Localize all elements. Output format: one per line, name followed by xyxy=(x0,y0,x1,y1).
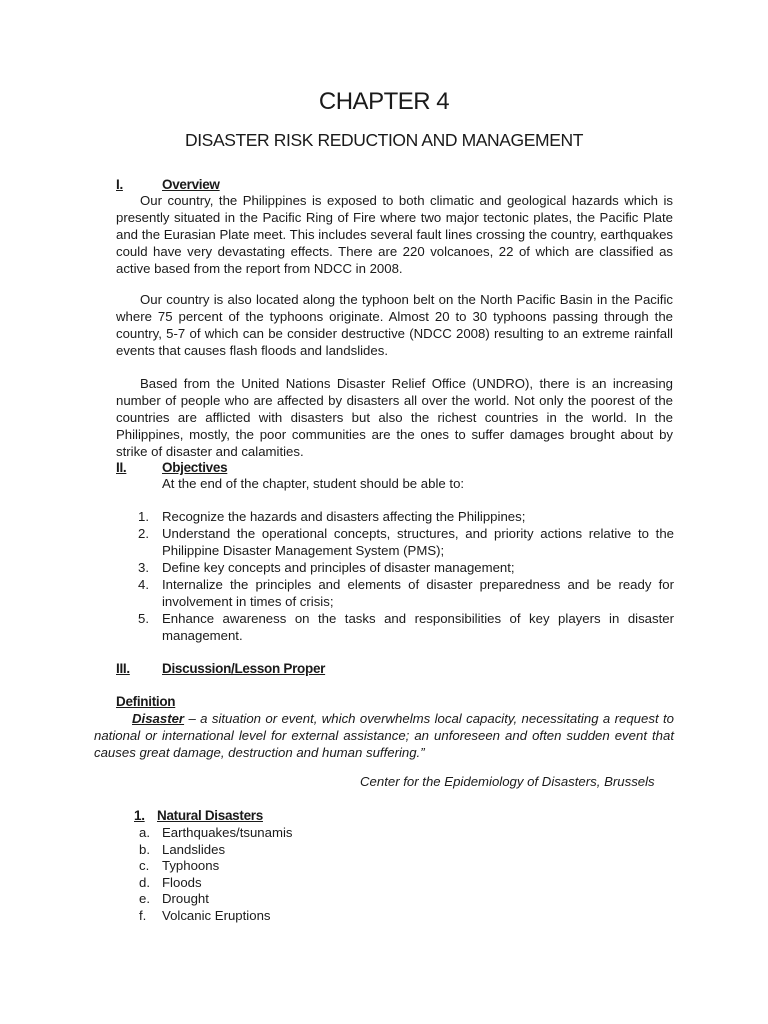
section-2-number: II. xyxy=(116,460,127,475)
definition-text: – a situation or event, which overwhelms local capacity, necessitating a request to national or international level for external assistance; an unforeseen and often sudden event that causes great damage, destruction and human suffering.” xyxy=(94,711,674,760)
list-item xyxy=(138,610,674,644)
objectives-intro: At the end of the chapter, student should be able to: xyxy=(162,476,465,491)
list-number: 3. xyxy=(138,560,149,575)
list-item xyxy=(138,508,674,525)
list-letter: c. xyxy=(139,858,150,873)
list-text: Understand the operational concepts, structures, and priority actions relative to the Philippine Disaster Management System (PMS); xyxy=(162,526,674,558)
section-3-number: III. xyxy=(116,661,130,676)
definition-heading: Definition xyxy=(116,694,176,709)
list-text: Recognize the hazards and disasters affecting the Philippines; xyxy=(162,509,526,524)
natural-disaster-item: Earthquakes/tsunamis xyxy=(162,825,293,840)
section-3-heading: Discussion/Lesson Proper xyxy=(162,661,326,676)
list-letter: b. xyxy=(139,842,150,857)
chapter-title: DISASTER RISK REDUCTION AND MANAGEMENT xyxy=(184,130,584,150)
natural-disaster-item: Drought xyxy=(162,891,209,906)
natural-disaster-item: Typhoons xyxy=(162,858,220,873)
list-item xyxy=(138,576,674,610)
section-1-number: I. xyxy=(116,177,123,192)
list-letter: f. xyxy=(139,908,147,923)
section-2-heading: Objectives xyxy=(162,460,228,475)
list-number: 5. xyxy=(138,611,149,626)
list-number: 2. xyxy=(138,526,149,541)
definition-term: Disaster xyxy=(132,711,185,726)
natural-disaster-item: Floods xyxy=(162,875,202,890)
list-letter: d. xyxy=(139,875,150,890)
list-letter: a. xyxy=(139,825,150,840)
natural-disasters-number: 1. xyxy=(134,808,145,823)
list-item xyxy=(138,525,674,559)
chapter-heading: CHAPTER 4 xyxy=(318,88,450,115)
list-text: Enhance awareness on the tasks and responsibilities of key players in disaster management. xyxy=(162,611,674,643)
overview-paragraph-2: Our country is also located along the typhoon belt on the North Pacific Basin in the Pacific where 75 percent of the typhoons originate. Almost 20 to 30 typhoons passing through the country, 5-7 of which can be consider destructive (NDCC 2008) resulting to an extreme rainfall events that causes flash floods and landslides. xyxy=(116,292,673,358)
overview-paragraph-1: Our country, the Philippines is exposed to both climatic and geological hazards which is presently situated in the Pacific Ring of Fire where two major tectonic plates, the Pacific Plate and the Eurasian Plate meet. This includes several fault lines crossing the country, earthquakes could have very devastating effects. There are 220 volcanoes, 22 of which are classified as active based from the report from NDCC in 2008. xyxy=(116,193,673,276)
overview-paragraph-3: Based from the United Nations Disaster Relief Office (UNDRO), there is an increasing number of people who are affected by disasters all over the world. Not only the poorest of the countries are afflicted with disasters but also the richest countries in the world. In the Philippines, mostly, the poor communities are the ones to suffer damages brought about by strike of disaster and calamities. xyxy=(116,376,673,459)
natural-disasters-heading: Natural Disasters xyxy=(157,808,263,823)
list-text: Internalize the principles and elements of disaster preparedness and be ready for involvement in times of crisis; xyxy=(162,577,674,609)
definition-source: Center for the Epidemiology of Disasters, Brussels xyxy=(360,774,655,789)
list-item xyxy=(138,559,674,576)
definition-paragraph xyxy=(94,710,674,761)
list-number: 4. xyxy=(138,577,149,592)
natural-disaster-item: Volcanic Eruptions xyxy=(162,908,271,923)
section-1-heading: Overview xyxy=(162,177,220,192)
natural-disaster-item: Landslides xyxy=(162,842,226,857)
list-number: 1. xyxy=(138,509,149,524)
list-text: Define key concepts and principles of disaster management; xyxy=(162,560,515,575)
objectives-list xyxy=(138,508,674,644)
list-letter: e. xyxy=(139,891,150,906)
